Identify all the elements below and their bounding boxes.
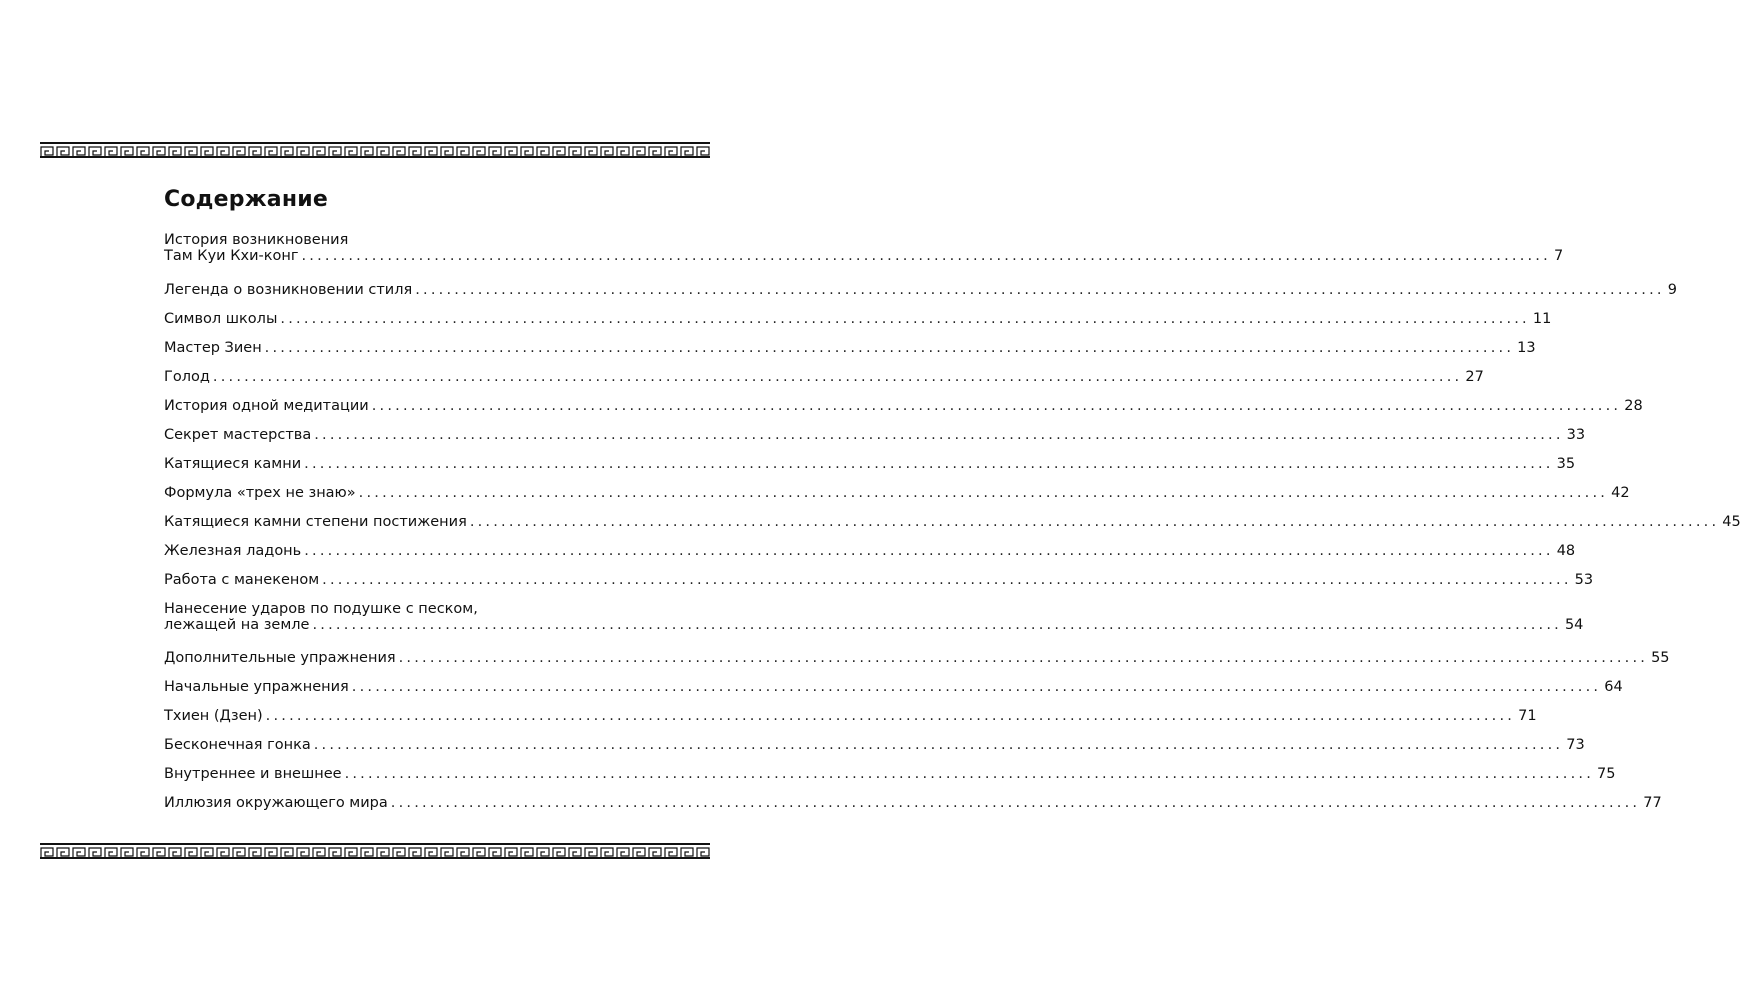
toc-page-number: 75 (1597, 766, 1616, 782)
toc-entry (164, 795, 1662, 811)
toc-dot-leader: ................................................................................................................................................................ (301, 248, 1551, 264)
toc-dot-leader: ................................................................................................................................................................ (312, 617, 1562, 633)
toc-dot-leader: ................................................................................................................................................................ (390, 795, 1641, 811)
toc-entry (164, 601, 1584, 633)
toc-page-number: 28 (1624, 398, 1643, 414)
toc-entry (164, 340, 1536, 356)
toc-entry-title: Железная ладонь (164, 543, 302, 559)
toc-dot-leader: ................................................................................................................................................................ (265, 708, 1516, 724)
toc-entry-title: Там Куи Кхи-конг (164, 248, 299, 264)
toc-entry (164, 485, 1630, 501)
toc-page-number: 48 (1556, 543, 1576, 559)
toc-entry (164, 232, 1564, 264)
toc-entry-title: Формула «трех не знаю» (164, 485, 356, 501)
toc-entry-title: Легенда о возникновении стиля (164, 282, 413, 298)
toc-entry (164, 282, 1677, 298)
toc-dot-leader: ................................................................................................................................................................ (358, 485, 1609, 501)
toc-entry-title: Символ школы (164, 311, 278, 327)
toc-page-number: 55 (1651, 650, 1670, 666)
toc-entry-title: Начальные упражнения (164, 679, 349, 695)
toc-dot-leader: ................................................................................................................................................................ (264, 340, 1515, 356)
toc-entry-title: Голод (164, 369, 210, 385)
toc-entry-title: Бесконечная гонка (164, 737, 311, 753)
toc-entry-title: Работа с манекеном (164, 572, 320, 588)
toc-entry (164, 572, 1594, 588)
toc-page-number: 11 (1532, 311, 1552, 327)
toc-entry (164, 369, 1484, 385)
toc-dot-leader: ................................................................................................................................................................ (469, 514, 1720, 530)
toc-dot-leader: ................................................................................................................................................................ (322, 572, 1572, 588)
toc-entry (164, 543, 1576, 559)
page-title: Содержание (164, 186, 328, 212)
toc-entry (164, 456, 1576, 472)
toc-entry (164, 514, 1741, 530)
toc-dot-leader: ................................................................................................................................................................ (351, 679, 1602, 695)
toc-page-number: 53 (1574, 572, 1594, 588)
toc-entry (164, 427, 1586, 443)
toc-entry-title: лежащей на земле (164, 617, 310, 633)
toc-dot-leader: ................................................................................................................................................................ (314, 427, 1564, 443)
toc-entry-title: Иллюзия окружающего мира (164, 795, 388, 811)
toc-entry (164, 737, 1585, 753)
toc-entry (164, 679, 1623, 695)
toc-entry (164, 766, 1616, 782)
toc-dot-leader: ................................................................................................................................................................ (280, 311, 1530, 327)
toc-page-number: 71 (1518, 708, 1537, 724)
toc-page-number: 27 (1465, 369, 1484, 385)
toc-dot-leader: ................................................................................................................................................................ (371, 398, 1622, 414)
toc-entry-title-line: История возникновения (164, 232, 349, 248)
toc-dot-leader: ................................................................................................................................................................ (415, 282, 1665, 298)
toc-page-number: 9 (1667, 282, 1677, 298)
toc-entry-title-line: Нанесение ударов по подушке с песком, (164, 601, 478, 617)
toc-entry (164, 708, 1537, 724)
toc-page-number: 45 (1722, 514, 1741, 530)
toc-entry-title: История одной медитации (164, 398, 369, 414)
toc-dot-leader: ................................................................................................................................................................ (212, 369, 1463, 385)
toc-page-number: 42 (1611, 485, 1630, 501)
toc-entry-title: Внутреннее и внешнее (164, 766, 342, 782)
toc-page-number: 13 (1517, 340, 1536, 356)
toc-entry-title: Мастер Зиен (164, 340, 262, 356)
toc-dot-leader: ................................................................................................................................................................ (344, 766, 1595, 782)
toc-entry-title: Катящиеся камни (164, 456, 302, 472)
toc-dot-leader: ................................................................................................................................................................ (304, 543, 1554, 559)
toc-page-number: 73 (1566, 737, 1585, 753)
greek-key-border-top (40, 142, 710, 158)
toc-entry-title: Тхиен (Дзен) (164, 708, 263, 724)
greek-key-border-bottom (40, 843, 710, 859)
toc-page-number: 77 (1643, 795, 1662, 811)
toc-dot-leader: ................................................................................................................................................................ (398, 650, 1649, 666)
toc-page-number: 54 (1564, 617, 1584, 633)
toc-entry (164, 398, 1643, 414)
toc-page-number: 33 (1566, 427, 1586, 443)
toc-entry-title: Дополнительные упражнения (164, 650, 396, 666)
toc-dot-leader: ................................................................................................................................................................ (304, 456, 1554, 472)
toc-entry-title: Секрет мастерства (164, 427, 312, 443)
toc-page-number: 7 (1553, 248, 1564, 264)
toc-page-number: 35 (1556, 456, 1576, 472)
toc-entry (164, 311, 1552, 327)
toc-entry-title: Катящиеся камни степени постижения (164, 514, 467, 530)
toc-entry (164, 650, 1670, 666)
toc-page-number: 64 (1604, 679, 1623, 695)
toc-dot-leader: ................................................................................................................................................................ (313, 737, 1564, 753)
